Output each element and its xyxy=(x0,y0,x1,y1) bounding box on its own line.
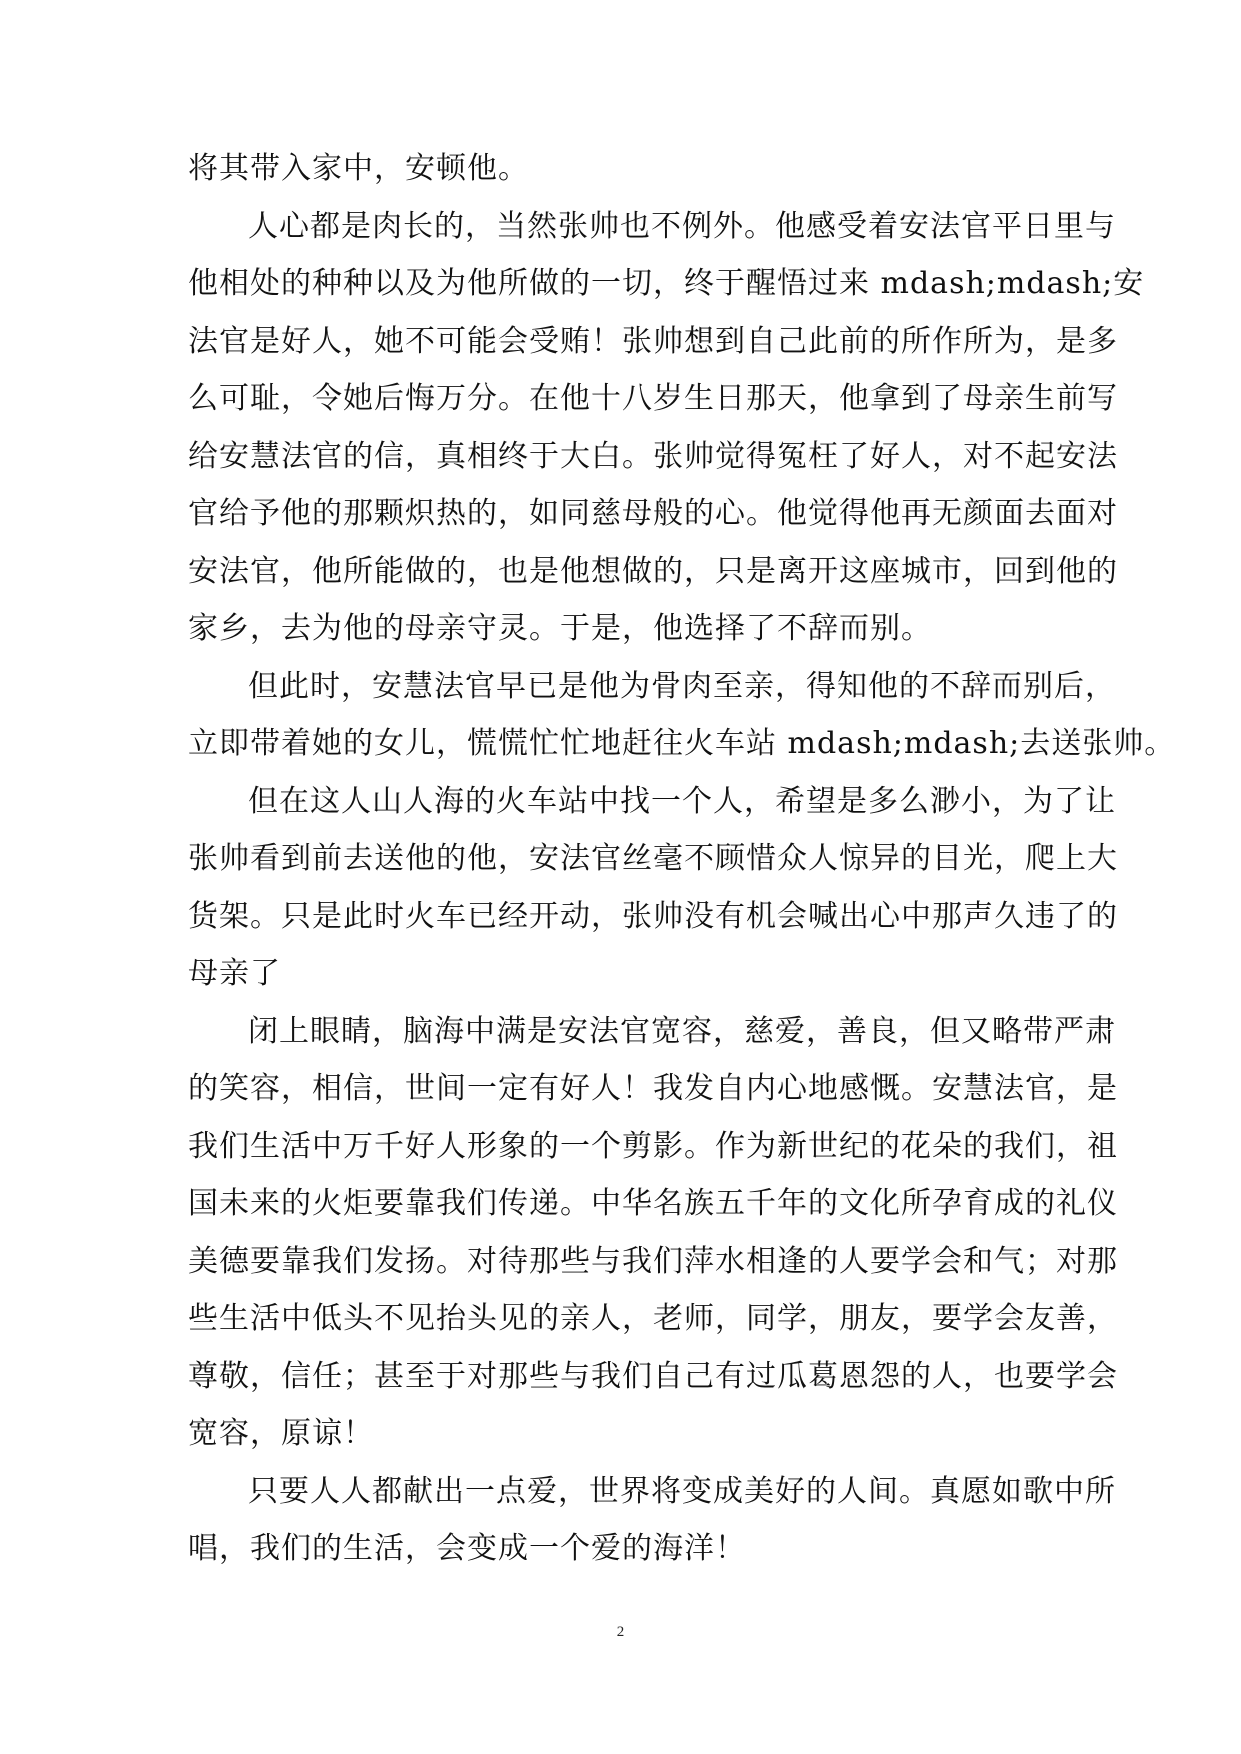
text-line: 家乡，去为他的母亲守灵。于是，他选择了不辞而别。 xyxy=(188,611,932,646)
text-line: 立即带着她的女儿，慌慌忙忙地赶往火车站 mdash;mdash;去送张帅。 xyxy=(188,726,1176,761)
document-body xyxy=(188,140,1176,1578)
text-line: 宽容，原谅！ xyxy=(188,1416,374,1451)
text-line: 些生活中低头不见抬头见的亲人，老师，同学，朋友，要学会友善， xyxy=(188,1301,1118,1336)
text-line: 的笑容，相信，世间一定有好人！我发自内心地感慨。安慧法官，是 xyxy=(188,1071,1118,1106)
text-line: 么可耻，令她后悔万分。在他十八岁生日那天，他拿到了母亲生前写 xyxy=(188,381,1118,416)
text-line: 货架。只是此时火车已经开动，张帅没有机会喊出心中那声久违了的 xyxy=(188,898,1118,934)
text-line: 法官是好人，她不可能会受贿！张帅想到自己此前的所作所为，是多 xyxy=(188,323,1118,359)
text-line: 官给予他的那颗炽热的，如同慈母般的心。他觉得他再无颜面去面对 xyxy=(188,496,1118,531)
paragraph-first-line: 闭上眼睛，脑海中满是安法官宽容，慈爱，善良，但又略带严肃 xyxy=(248,1013,1116,1049)
text-line: 安法官，他所能做的，也是他想做的，只是离开这座城市，回到他的 xyxy=(188,553,1118,589)
paragraph-first-line: 人心都是肉长的，当然张帅也不例外。他感受着安法官平日里与 xyxy=(248,208,1116,244)
paragraph-first-line: 但此时，安慧法官早已是他为骨肉至亲，得知他的不辞而别后， xyxy=(248,668,1116,704)
text-line: 国未来的火炬要靠我们传递。中华名族五千年的文化所孕育成的礼仪 xyxy=(188,1186,1118,1221)
text-line: 张帅看到前去送他的他，安法官丝毫不顾惜众人惊异的目光，爬上大 xyxy=(188,841,1118,876)
text-line: 他相处的种种以及为他所做的一切，终于醒悟过来 mdash;mdash;安 xyxy=(188,266,1145,301)
text-line: 唱，我们的生活，会变成一个爱的海洋！ xyxy=(188,1531,746,1566)
text-line: 给安慧法官的信，真相终于大白。张帅觉得冤枉了好人，对不起安法 xyxy=(188,438,1118,474)
paragraph-first-line: 只要人人都献出一点爱，世界将变成美好的人间。真愿如歌中所 xyxy=(248,1473,1116,1509)
text-line: 我们生活中万千好人形象的一个剪影。作为新世纪的花朵的我们，祖 xyxy=(188,1128,1118,1164)
text-line: 尊敬，信任；甚至于对那些与我们自己有过瓜葛恩怨的人，也要学会 xyxy=(188,1358,1118,1394)
text-line: 母亲了 xyxy=(188,956,281,991)
text-line: 美德要靠我们发扬。对待那些与我们萍水相逢的人要学会和气；对那 xyxy=(188,1243,1118,1279)
page-number: 2 xyxy=(616,1624,625,1640)
text-line: 将其带入家中，安顿他。 xyxy=(188,151,529,186)
paragraph-first-line: 但在这人山人海的火车站中找一个人，希望是多么渺小，为了让 xyxy=(248,783,1116,819)
